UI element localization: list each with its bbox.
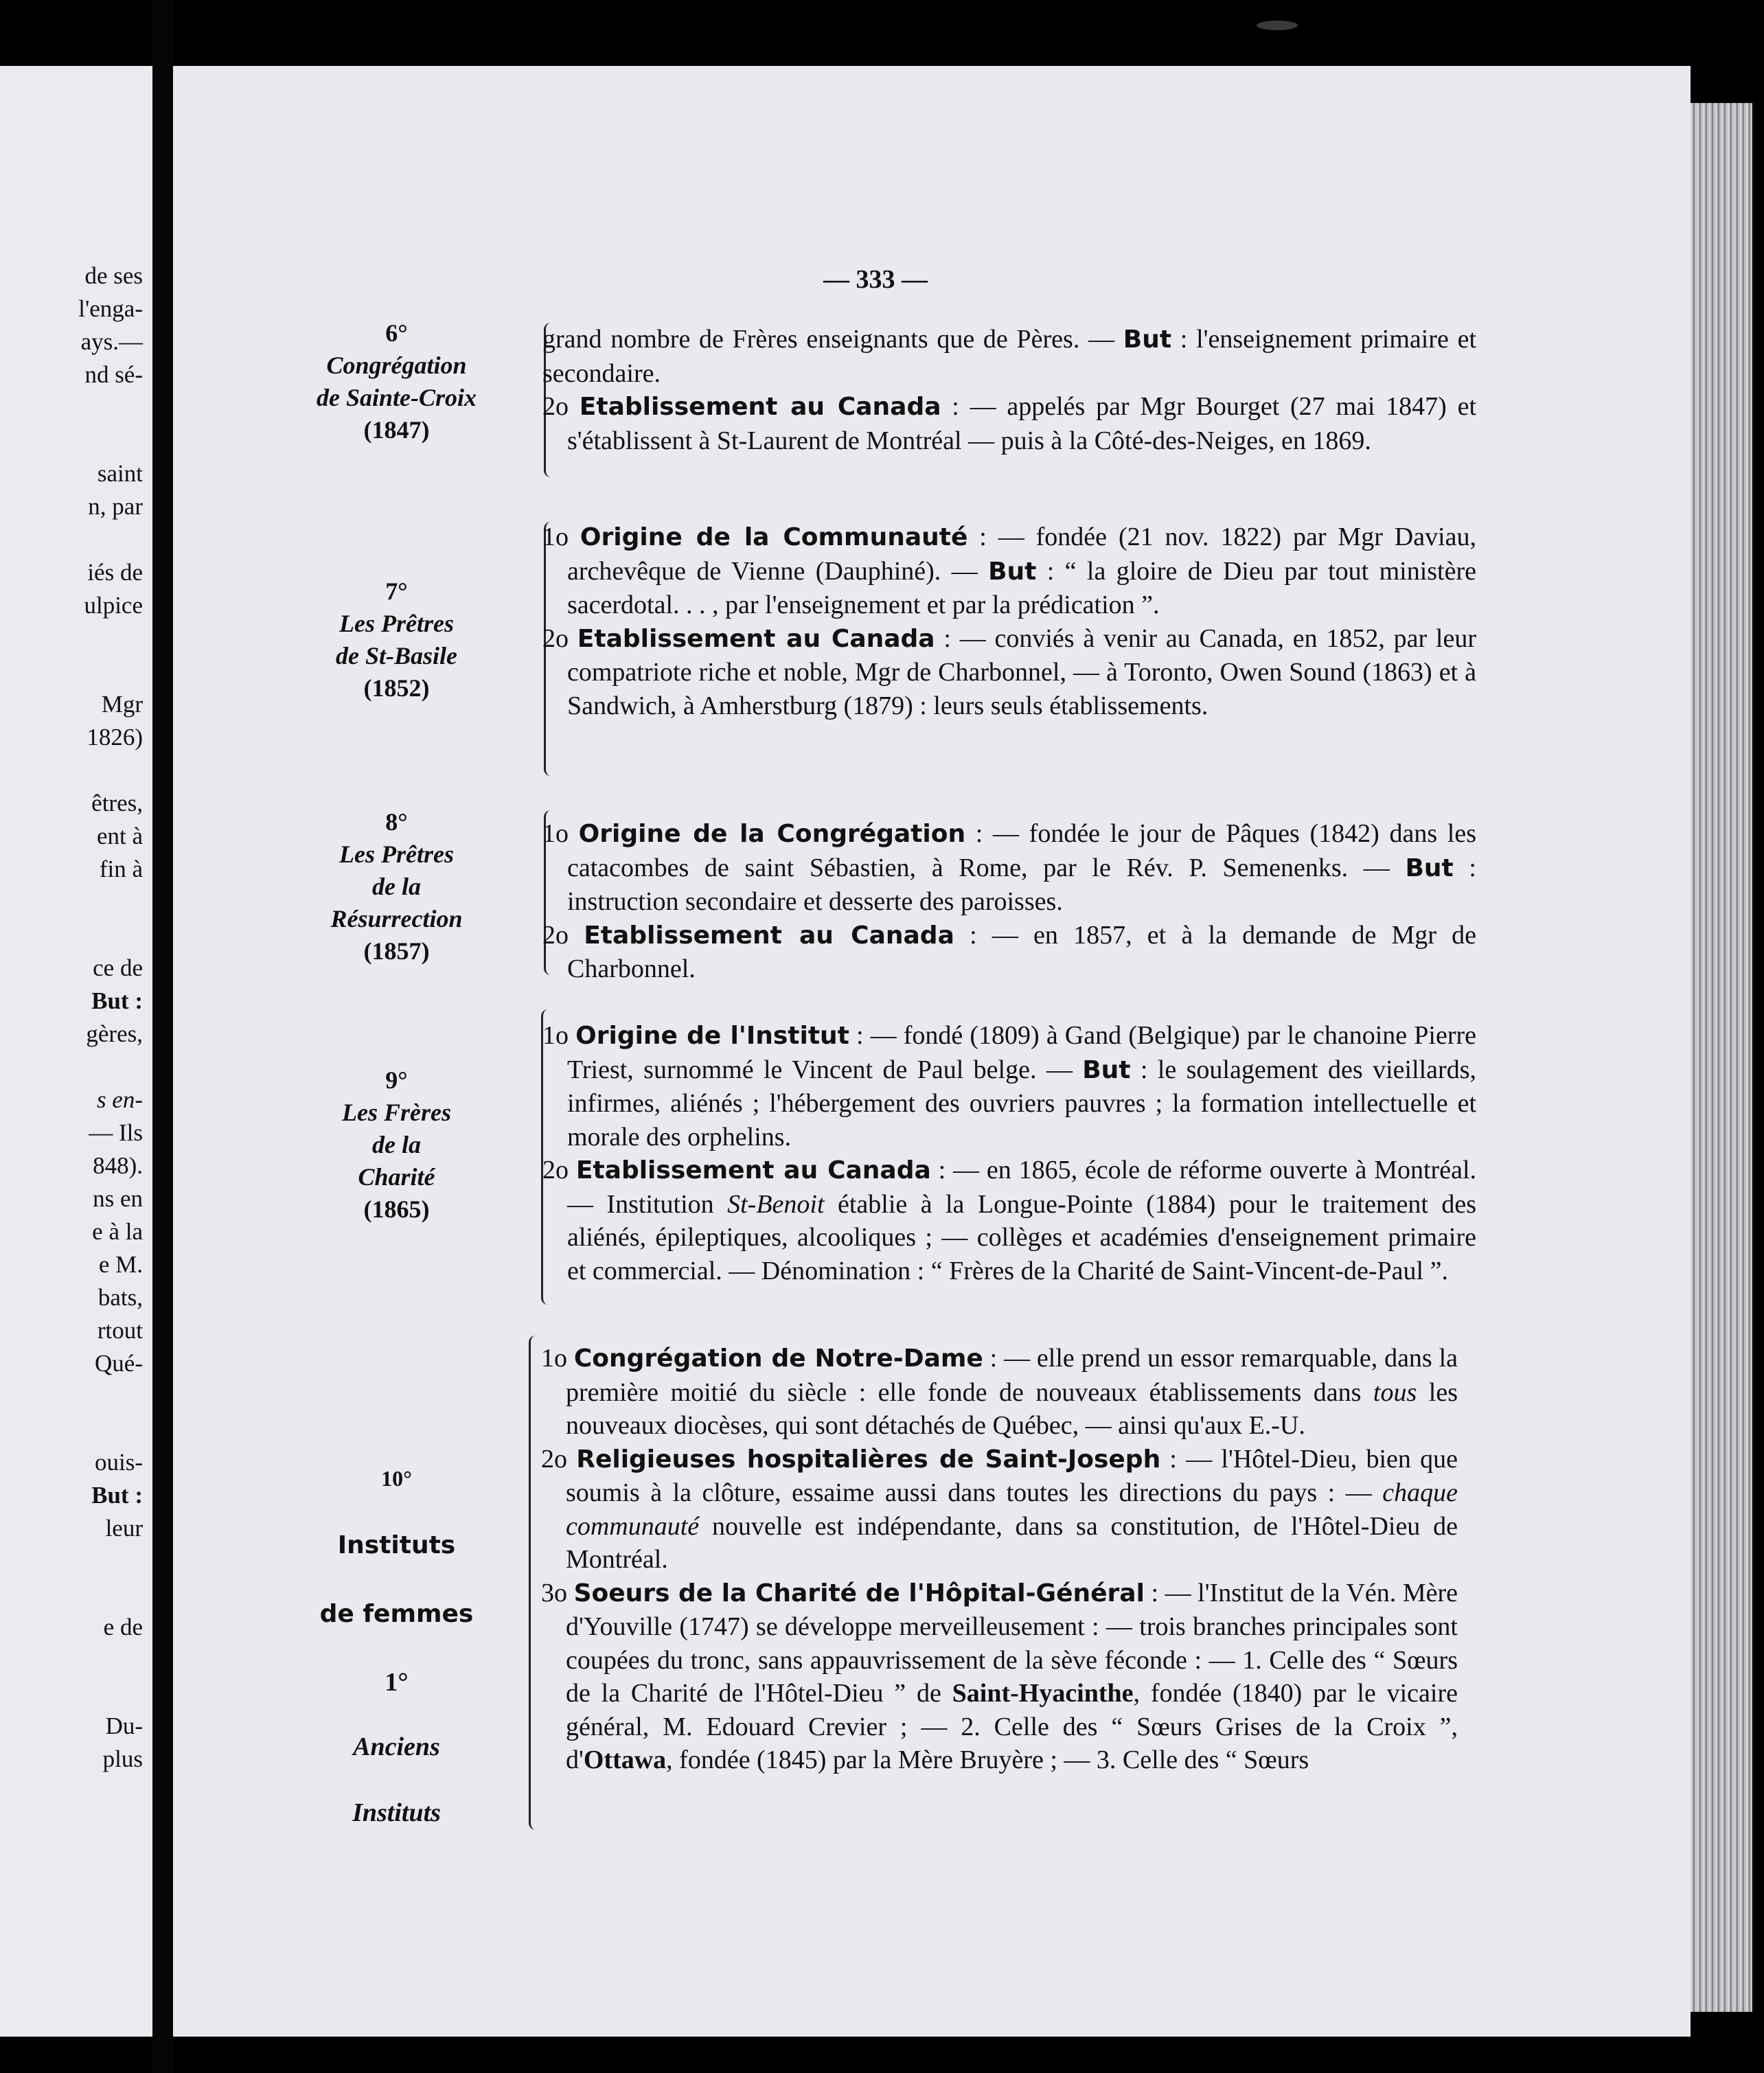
section-name-line: Charité: [358, 1163, 435, 1191]
left-page-text-fragment: n, par: [88, 493, 143, 520]
entry-paragraph: 2o Etablissement au Canada : — appelés par Mgr Bourget (27 mai 1847) et s'établissent à St-Laurent de Montréal — puis à la Côté-des-Neiges, en 1869.: [542, 392, 1477, 455]
left-page-text-fragment: leur: [105, 1515, 143, 1542]
left-page-text-fragment: fin à: [99, 856, 143, 882]
section-name-line: Les Prêtres: [339, 840, 454, 868]
entry-section-8: [542, 817, 1476, 986]
left-page-text-fragment: bats,: [98, 1284, 143, 1311]
subsection-title: Instituts: [352, 1798, 441, 1827]
left-page-text-fragment: 1826): [87, 724, 143, 751]
left-page-text-fragment: Qué-: [95, 1350, 143, 1377]
left-page-text-fragment: ouis-: [95, 1449, 143, 1476]
section-name-line: de la: [372, 1131, 421, 1158]
entry-paragraph: 1o Congrégation de Notre-Dame : — elle prend un essor remarquable, dans la première moitié du siècle : elle fonde de nouveaux établissements dans tous les nouveaux diocèses, qui sont détachés de Québec, — ainsi qu'aux E.-U.: [541, 1344, 1458, 1440]
left-page-text-fragment: But :: [91, 1482, 143, 1509]
section-heading-6: [275, 317, 518, 446]
section-title: de femmes: [319, 1600, 474, 1628]
left-page-text-fragment: But :: [91, 987, 143, 1014]
section-name-line: Les Frères: [342, 1099, 451, 1126]
left-page-text-fragment: Du-: [105, 1713, 143, 1739]
section-name-line: de Sainte-Croix: [316, 384, 477, 411]
section-year: (1847): [363, 416, 430, 444]
entry-section-6: [542, 323, 1476, 457]
entry-paragraph: 1o Origine de la Communauté : — fondée (21 nov. 1822) par Mgr Daviau, archevêque de Vienne (Dauphiné). — But : “ la gloire de Dieu par tout ministère sacerdotal. . . , par l'enseignement et par la prédication ”.: [542, 523, 1477, 619]
left-page-edge: [0, 66, 152, 2037]
entry-paragraph: 2o Etablissement au Canada : — conviés à venir au Canada, en 1852, par leur compatriote riche et noble, Mgr de Charbonnel, — à Toronto, Owen Sound (1863) et à Sandwich, à Amherstburg (1879) : leurs seuls établissements.: [542, 623, 1477, 720]
section-ordinal: 9°: [385, 1066, 408, 1094]
left-page-text-fragment: e à la: [92, 1218, 143, 1245]
entry-section-10: [541, 1342, 1458, 1777]
section-title: Instituts: [337, 1531, 456, 1559]
left-page-text-fragment: Mgr: [101, 691, 143, 718]
entry-paragraph: 2o Etablissement au Canada : — en 1865, école de réforme ouverte à Montréal. — Institution St-Benoit établie à la Longue-Pointe (1884) pour le traitement des aliénés, épileptiques, alcooliques ; — collèges et académies d'enseignement primaire et commercial. — Dénomination : “ Frères de la Charité de Saint-Vincent-de-Paul ”.: [542, 1156, 1476, 1285]
entry-paragraph: 1o Origine de l'Institut : — fondé (1809) à Gand (Belgique) par le chanoine Pierre Triest, surnommé le Vincent de Paul belge. — But : le soulagement des vieillards, infirmes, aliénés ; l'hébergement des ouvriers pauvres ; la formation intellectuelle et morale des orphelins.: [542, 1021, 1477, 1152]
section-name-line: Congrégation: [326, 352, 467, 379]
section-name-line: Résurrection: [330, 905, 463, 932]
section-heading-7: [275, 575, 518, 705]
section-year: (1865): [363, 1195, 430, 1223]
section-year: (1857): [363, 937, 430, 965]
section-name-line: de St-Basile: [336, 642, 457, 669]
section-ordinal: 6°: [385, 319, 408, 347]
book-spine: [152, 0, 173, 2073]
entry-paragraph: 2o Religieuses hospitalières de Saint-Joseph : — l'Hôtel-Dieu, bien que soumis à la clôture, essaime aussi dans toutes les directions du pays : — chaque communauté nouvelle est indépendante, dans sa constitution, de l'Hôtel-Dieu de Montréal.: [541, 1444, 1458, 1574]
section-heading-8: [275, 806, 518, 967]
left-page-text-fragment: de ses: [84, 262, 143, 289]
left-page-text-fragment: saint: [97, 460, 143, 487]
left-page-text-fragment: rtout: [97, 1317, 143, 1344]
entry-paragraph: 2o Etablissement au Canada : — en 1857, et à la demande de Mgr de Charbonnel.: [542, 920, 1477, 983]
left-page-text-fragment: ns en: [93, 1185, 143, 1212]
left-page-text-fragment: ce de: [93, 954, 143, 981]
entry-section-9: [542, 1019, 1476, 1287]
section-name-line: de la: [372, 873, 421, 900]
left-page-text-fragment: l'enga-: [78, 295, 143, 322]
section-ordinal: 8°: [385, 808, 408, 836]
section-heading-9: [275, 1064, 518, 1226]
left-page-text-fragment: s en-: [96, 1086, 143, 1113]
entry-paragraph: 3o Soeurs de la Charité de l'Hôpital-Général : — l'Institut de la Vén. Mère d'Youville (1747) se développe merveilleusement : — trois branches principales sont coupées du tronc, sans appauvrissement de la sève féconde : — 1. Celle des “ Sœurs de la Charité de l'Hôtel-Dieu ” de Saint-Hyacinthe, fondée (1840) par le vicaire général, M. Edouard Crevier ; — 2. Celle des “ Sœurs Grises de la Croix ”, d'Ottawa, fondée (1845) par la Mère Bruyère ; — 3. Celle des “ Sœurs: [541, 1578, 1458, 1774]
left-page-text-fragment: ent à: [96, 823, 143, 849]
left-page-text-fragment: e de: [103, 1614, 143, 1640]
page-edge-stack: [1691, 103, 1752, 2012]
subsection-title: Anciens: [353, 1732, 440, 1761]
entry-paragraph: 1o Origine de la Congrégation : — fondée le jour de Pâques (1842) dans les catacombes de saint Sébastien, à Rome, par le Rév. P. Semenenks. — But : instruction secondaire et desserte des paroisses.: [542, 819, 1477, 916]
page-number: — 333 —: [823, 265, 928, 294]
left-page-text-fragment: êtres,: [91, 790, 143, 816]
section-name-line: Les Prêtres: [339, 610, 454, 637]
scan-speck: [1257, 21, 1298, 30]
section-ordinal: 7°: [385, 577, 408, 605]
entry-section-7: [542, 520, 1476, 722]
section-ordinal: 10°: [381, 1466, 412, 1491]
left-page-text-fragment: iés de: [87, 559, 143, 586]
left-page-text-fragment: plus: [102, 1745, 143, 1772]
subsection-ordinal: 1°: [385, 1668, 409, 1697]
entry-paragraph: grand nombre de Frères enseignants que de Pères. — But : l'enseignement primaire et secondaire.: [542, 325, 1477, 388]
left-page-text-fragment: ulpice: [84, 592, 143, 619]
left-page-text-fragment: nd sé-: [84, 361, 143, 388]
left-page-text-fragment: e M.: [98, 1251, 143, 1278]
left-page-text-fragment: — Ils: [89, 1119, 143, 1146]
left-page-text-fragment: ays.—: [80, 328, 143, 355]
section-year: (1852): [363, 674, 430, 702]
left-page-text-fragment: gères,: [86, 1020, 143, 1047]
left-page-text-fragment: 848).: [93, 1152, 143, 1179]
